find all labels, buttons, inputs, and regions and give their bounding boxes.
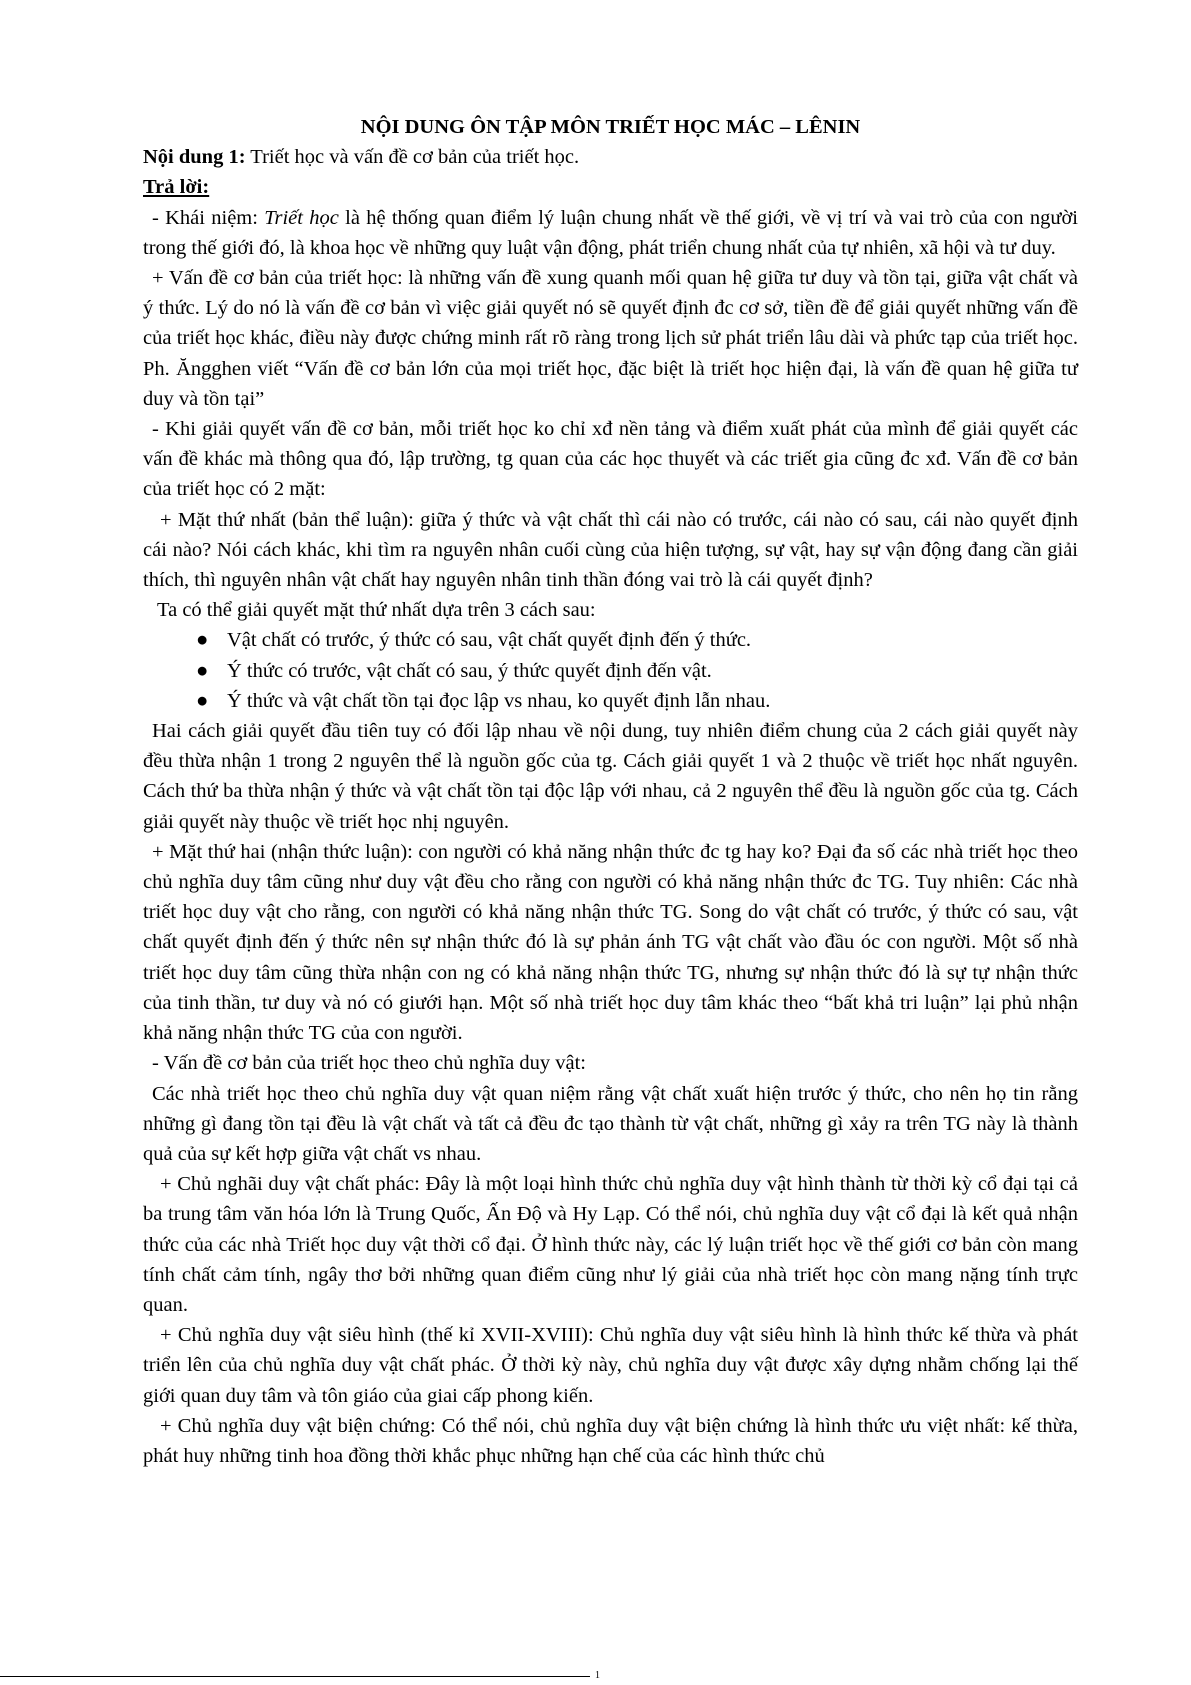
list-item — [196, 656, 1078, 686]
paragraph-resolving: - Khi giải quyết vấn đề cơ bản, mỗi triết học ko chỉ xđ nền tảng và điểm xuất phát của mình để giải quyết các vấn đề khác mà thông qua đó, lập trường, tg quan của các học thuyết và các triết gia cũng đc xđ. Vấn đề cơ bản của triết học có 2 mặt: — [143, 418, 1078, 501]
paragraph-dialectical-materialism: + Chủ nghĩa duy vật biện chứng: Có thể nói, chủ nghĩa duy vật biện chứng là hình thức ưu việt nhất: kế thừa, phát huy những tinh hoa đồng thời khắc phục những hạn chế của các hình thức chủ — [143, 1414, 1078, 1467]
bullet-icon: ● — [196, 659, 209, 682]
list-item-text: Vật chất có trước, ý thức có sau, vật chất quyết định đến ý thức. — [227, 629, 752, 652]
bullet-icon: ● — [196, 689, 209, 712]
section-heading — [143, 142, 1078, 172]
definition-prefix: - Khái niệm: — [152, 206, 265, 229]
paragraph-definition — [143, 203, 1078, 263]
paragraph-materialism: Các nhà triết học theo chủ nghĩa duy vật quan niệm rằng vật chất xuất hiện trước ý thức, cho nên họ tin rằng những gì đang tồn tại đều là vật chất và tất cả đều đc tạo thành từ vật chất, những gì xảy ra trên TG này là thành quả của sự kết hợp giữa vật chất vs nhau. — [143, 1082, 1078, 1165]
section-heading-text: Triết học và vấn đề cơ bản của triết học. — [245, 146, 580, 169]
paragraph-second-aspect: + Mặt thứ hai (nhận thức luận): con người có khả năng nhận thức đc tg hay ko? Đại đa số các nhà triết học theo chủ nghĩa duy tâm cũng như duy vật đều cho rằng con người có khả năng nhận thức đc TG. Tuy nhiên: Các nhà triết học duy vật cho rằng, con người có khả năng nhận thức TG. Song do vật chất có trước, ý thức có sau, vật chất quyết định đến ý thức nên sự nhận thức đó là sự phản ánh TG vật chất vào đầu óc con người. Một số nhà triết học duy tâm cũng thừa nhận con ng có khả năng nhận thức TG, nhưng sự nhận thức đó là sự tự nhận thức của tinh thần, tư duy và nó có giưới hạn. Một số nhà triết học duy tâm khác theo “bất khả tri luận” lại phủ nhận khả năng nhận thức TG của con người. — [143, 840, 1078, 1045]
section-heading-label: Nội dung 1: — [143, 146, 246, 169]
document-title: NỘI DUNG ÔN TẬP MÔN TRIẾT HỌC MÁC – LÊNIN — [360, 116, 861, 138]
paragraph-metaphysical-materialism: + Chủ nghĩa duy vật siêu hình (thế kỉ XVII-XVIII): Chủ nghĩa duy vật siêu hình là hình thức kế thừa và phát triển lên của chủ nghĩa duy vật chất phác. Ở thời kỳ này, chủ nghĩa duy vật được xây dựng nhằm chống lại thế giới quan duy tâm và tôn giáo của giai cấp phong kiến. — [143, 1324, 1078, 1407]
definition-body: là hệ thống quan điểm lý luận chung nhất về thế giới, về vị trí và vai trò của con người trong thế giới đó, là khoa học về những quy luật vận động, phát triển chung nhất của tự nhiên, xã hội và tư duy. — [143, 206, 1078, 259]
list-item-text: Ý thức và vật chất tồn tại đọc lập vs nhau, ko quyết định lẫn nhau. — [227, 689, 771, 712]
list-item — [196, 625, 1078, 655]
definition-term: Triết học — [264, 206, 339, 229]
paragraph-two-ways: Hai cách giải quyết đầu tiên tuy có đối lập nhau về nội dung, tuy nhiên điểm chung của 2 cách giải quyết này đều thừa nhận 1 trong 2 nguyên thể là nguồn gốc của tg. Cách giải quyết 1 và 2 thuộc về triết học nhất nguyên. Cách thứ ba thừa nhận ý thức và vật chất tồn tại độc lập với nhau, cả 2 nguyên thể đều là nguồn gốc của tg. Cách giải quyết này thuộc về triết học nhị nguyên. — [143, 720, 1078, 833]
bullet-icon: ● — [196, 629, 209, 652]
list-item-text: Ý thức có trước, vật chất có sau, ý thức quyết định đến vật. — [227, 659, 712, 682]
paragraph-materialism-heading: - Vấn đề cơ bản của triết học theo chủ nghĩa duy vật: — [152, 1052, 586, 1075]
answer-label-line — [143, 172, 1078, 202]
page-number: 1 — [595, 1670, 600, 1681]
answer-label: Trả lời: — [143, 176, 210, 199]
paragraph-three-ways: Ta có thể giải quyết mặt thứ nhất dựa trên 3 cách sau: — [157, 599, 596, 622]
document-page — [143, 112, 1078, 1471]
list-item — [196, 686, 1078, 716]
footer-divider — [0, 1676, 590, 1677]
paragraph-first-aspect: + Mặt thứ nhất (bản thể luận): giữa ý thức và vật chất thì cái nào có trước, cái nào có sau, cái nào quyết định cái nào? Nói cách khác, khi tìm ra nguyên nhân cuối cùng của hiện tượng, sự vật, hay sự vận động đang cần giải thích, thì nguyên nhân vật chất hay nguyên nhân tinh thần đóng vai trò là cái quyết định? — [143, 508, 1078, 592]
paragraph-basic-issue: + Vấn đề cơ bản của triết học: là những vấn đề xung quanh mối quan hệ giữa tư duy và tồn tại, giữa vật chất và ý thức. Lý do nó là vấn đề cơ bản vì việc giải quyết nó sẽ quyết định đc cơ sở, tiền đề để giải quyết những vấn đề của triết học khác, điều này được chứng minh rất rõ ràng trong lịch sử phát triển lâu dài và phức tạp của triết học. Ph. Ăngghen viết “Vấn đề cơ bản lớn của mọi triết học, đặc biệt là triết học hiện đại, là vấn đề quan hệ giữa tư duy và tồn tại” — [143, 267, 1078, 410]
paragraph-naive-materialism: + Chủ nghãi duy vật chất phác: Đây là một loại hình thức chủ nghĩa duy vật hình thành từ thời kỳ cổ đại tại cả ba trung tâm văn hóa lớn là Trung Quốc, Ấn Độ và Hy Lạp. Có thể nói, chủ nghĩa duy vật cổ đại là kết quả nhận thức của các nhà Triết học duy vật thời cổ đại. Ở hình thức này, các lý luận triết học về thế giới cơ bản còn mang tính chất cảm tính, ngây thơ bởi những quan điểm cũng như lý giải của nhà triết học còn mang nặng tính trực quan. — [143, 1173, 1078, 1316]
bullet-list — [143, 625, 1078, 716]
